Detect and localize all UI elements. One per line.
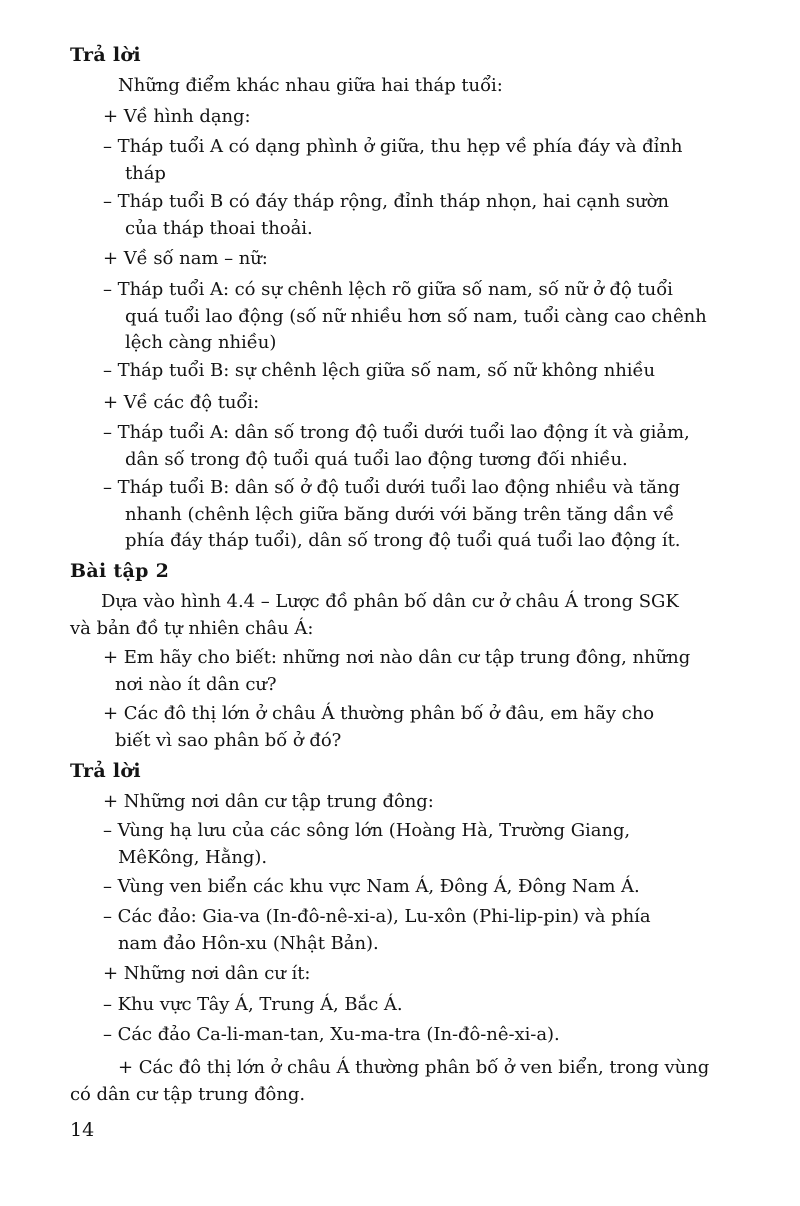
question-2-line-1: + Các đô thị lớn ở châu Á thường phân bố ở đâu, em hãy cho xyxy=(103,703,655,724)
dense-heading-line: + Những nơi dân cư tập trung đông: xyxy=(103,791,434,812)
shape-a-item xyxy=(103,134,682,187)
age-b-line-2: nhanh (chênh lệch giữa băng dưới với băng trên tăng dần về xyxy=(125,503,675,525)
gender-a-line-3: lệch càng nhiều) xyxy=(125,332,277,353)
age-a-line-2: dân số trong độ tuổi quá tuổi lao động tương đối nhiều. xyxy=(125,448,628,470)
shape-b-line-1: – Tháp tuổi B có đáy tháp rộng, đỉnh tháp nhọn, hai cạnh sườn xyxy=(103,191,669,212)
gender-a-line-2: quá tuổi lao động (số nữ nhiều hơn số nam, tuổi càng cao chênh xyxy=(125,305,707,327)
sparse-item-2 xyxy=(103,1022,560,1049)
question-1 xyxy=(103,645,690,698)
prompt-line-1: Dựa vào hình 4.4 – Lược đồ phân bố dân cư ở châu Á trong SGK xyxy=(101,591,679,612)
dense-item-3 xyxy=(103,904,651,957)
answer-heading-1: Trả lời xyxy=(70,44,141,66)
sparse-heading-line: + Những nơi dân cư ít: xyxy=(103,963,311,984)
shape-a-line-2: tháp xyxy=(125,162,166,184)
dense-1-line-2: MêKông, Hằng). xyxy=(118,846,268,868)
dense-item-1 xyxy=(103,818,630,871)
gender-a-line-1: – Tháp tuổi A: có sự chênh lệch rõ giữa số nam, số nữ ở độ tuổi xyxy=(103,279,673,300)
page-number: 14 xyxy=(70,1119,95,1141)
cities-item xyxy=(70,1055,709,1108)
dense-2-line-1: – Vùng ven biển các khu vực Nam Á, Đông Á, Đông Nam Á. xyxy=(103,876,640,897)
sparse-heading xyxy=(103,961,310,988)
answer-intro xyxy=(118,73,503,100)
answer-heading-2: Trả lời xyxy=(70,760,141,782)
dense-item-2 xyxy=(103,874,640,901)
age-b-item xyxy=(103,475,680,555)
exercise-heading: Bài tập 2 xyxy=(70,560,170,582)
exercise-prompt xyxy=(70,589,679,642)
dense-3-line-1: – Các đảo: Gia-va (In-đô-nê-xi-a), Lu-xôn (Phi-lip-pin) và phía xyxy=(103,906,651,927)
age-b-line-3: phía đáy tháp tuổi), dân số trong độ tuổi quá tuổi lao động ít. xyxy=(125,530,681,551)
gender-b-line-1: – Tháp tuổi B: sự chênh lệch giữa số nam, số nữ không nhiều xyxy=(103,360,656,381)
prompt-line-2: và bản đồ tự nhiên châu Á: xyxy=(70,617,314,639)
sparse-2-line-1: – Các đảo Ca-li-man-tan, Xu-ma-tra (In-đô-nê-xi-a). xyxy=(103,1024,560,1045)
dense-heading xyxy=(103,789,434,816)
age-heading xyxy=(103,390,259,417)
age-a-item xyxy=(103,420,690,473)
cities-line-1: + Các đô thị lớn ở châu Á thường phân bố ở ven biển, trong vùng xyxy=(118,1057,710,1078)
question-1-line-1: + Em hãy cho biết: những nơi nào dân cư tập trung đông, những xyxy=(103,647,691,668)
shape-b-item xyxy=(103,189,669,242)
shape-b-line-2: của tháp thoai thoải. xyxy=(125,217,313,239)
shape-heading xyxy=(103,104,251,131)
shape-heading-line: + Về hình dạng: xyxy=(103,106,251,127)
question-2 xyxy=(103,701,654,754)
gender-a-item xyxy=(103,277,707,357)
age-heading-line: + Về các độ tuổi: xyxy=(103,392,260,413)
age-a-line-1: – Tháp tuổi A: dân số trong độ tuổi dưới tuổi lao động ít và giảm, xyxy=(103,422,690,443)
intro-line: Những điểm khác nhau giữa hai tháp tuổi: xyxy=(118,75,503,96)
dense-1-line-1: – Vùng hạ lưu của các sông lớn (Hoàng Hà, Trường Giang, xyxy=(103,820,631,841)
gender-heading-line: + Về số nam – nữ: xyxy=(103,248,268,269)
sparse-1-line-1: – Khu vực Tây Á, Trung Á, Bắc Á. xyxy=(103,994,403,1015)
question-1-line-2: nơi nào ít dân cư? xyxy=(115,673,277,695)
dense-3-line-2: nam đảo Hôn-xu (Nhật Bản). xyxy=(118,932,379,954)
age-b-line-1: – Tháp tuổi B: dân số ở độ tuổi dưới tuổi lao động nhiều và tăng xyxy=(103,477,680,498)
sparse-item-1 xyxy=(103,992,403,1019)
gender-b-item xyxy=(103,358,655,385)
question-2-line-2: biết vì sao phân bố ở đó? xyxy=(115,729,342,751)
gender-heading xyxy=(103,246,268,273)
cities-line-2: có dân cư tập trung đông. xyxy=(70,1083,306,1105)
shape-a-line-1: – Tháp tuổi A có dạng phình ở giữa, thu hẹp về phía đáy và đỉnh xyxy=(103,136,683,157)
